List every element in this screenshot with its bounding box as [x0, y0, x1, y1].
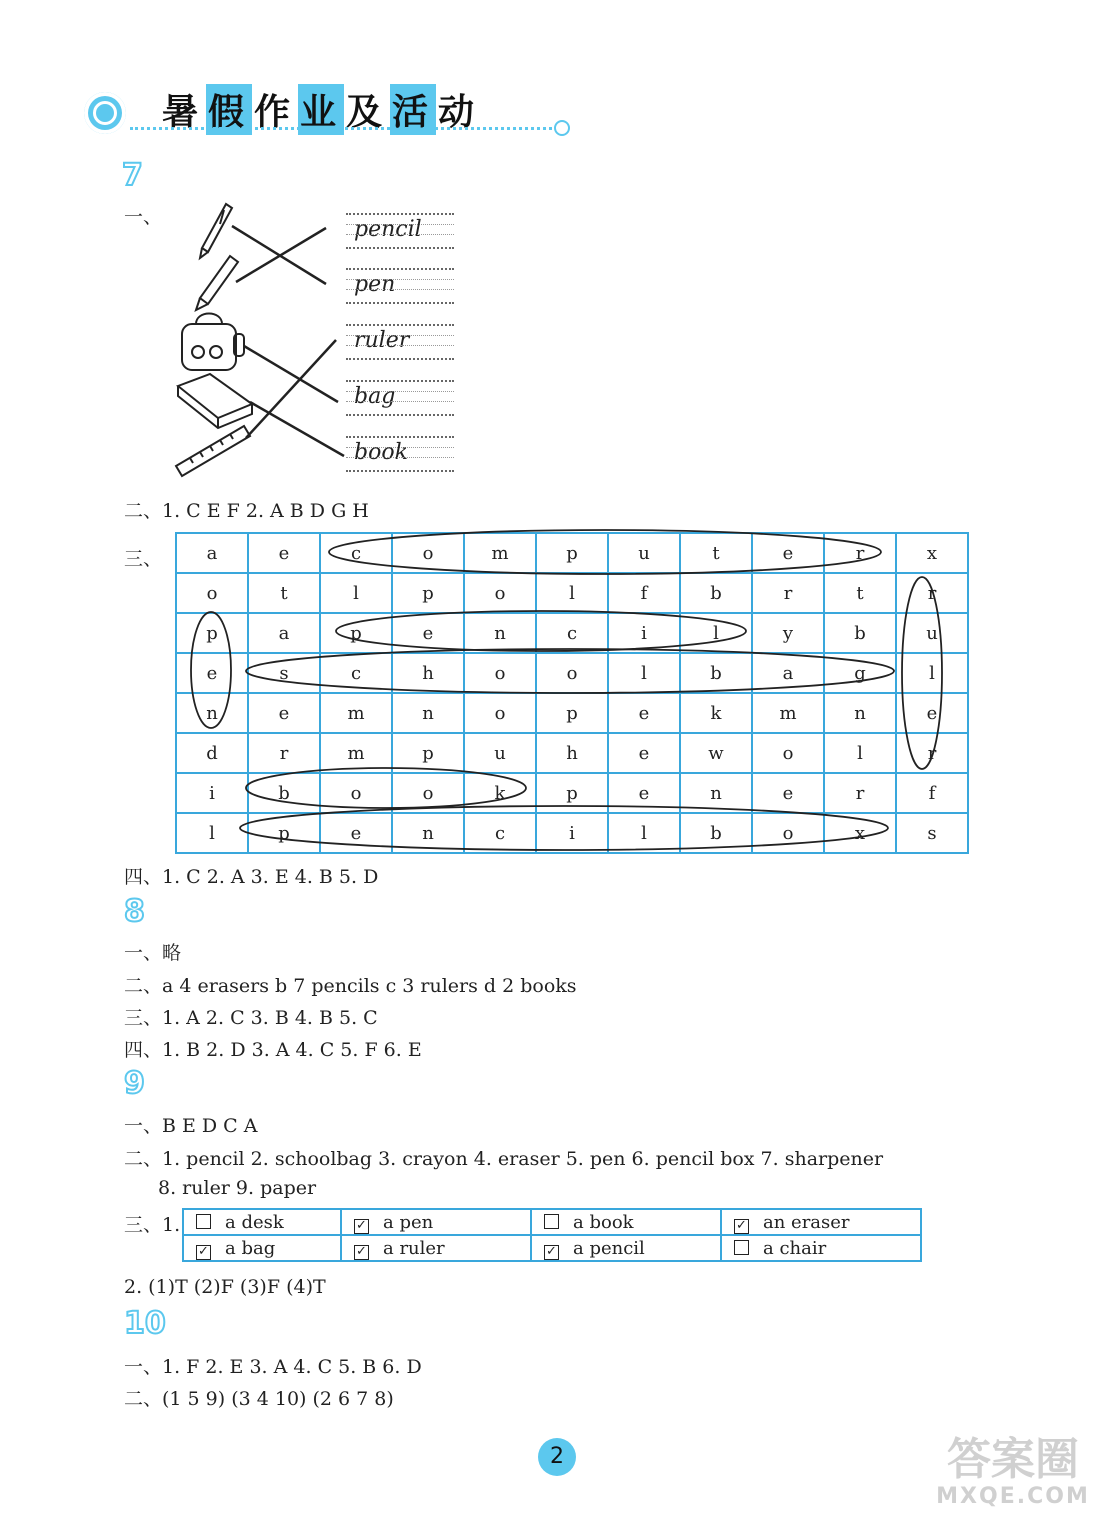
grid-cell: n — [176, 693, 248, 733]
checkbox-label: an eraser — [763, 1211, 850, 1233]
grid-cell: t — [824, 573, 896, 613]
grid-cell: r — [896, 573, 968, 613]
grid-cell: u — [464, 733, 536, 773]
grid-cell: c — [464, 813, 536, 853]
s9-part3-2: 2. (1)T (2)F (3)F (4)T — [124, 1276, 326, 1298]
grid-cell: y — [752, 613, 824, 653]
grid-cell: b — [824, 613, 896, 653]
grid-cell: o — [464, 653, 536, 693]
grid-cell: i — [176, 773, 248, 813]
section-number-9: 9 — [124, 1066, 145, 1101]
grid-cell: l — [320, 573, 392, 613]
grid-cell: o — [176, 573, 248, 613]
grid-cell: e — [392, 613, 464, 653]
watermark — [928, 1436, 1098, 1509]
title-char: 及 — [345, 92, 388, 133]
checkbox-label: a chair — [763, 1237, 827, 1259]
grid-cell: o — [752, 813, 824, 853]
grid-cell: o — [392, 773, 464, 813]
checkbox-cell — [183, 1209, 341, 1235]
grid-cell: o — [752, 733, 824, 773]
grid-cell: e — [608, 693, 680, 733]
grid-cell: r — [752, 573, 824, 613]
circle-schoolbag — [246, 649, 894, 693]
checked-box-icon: ✓ — [734, 1219, 749, 1234]
title-char: 动 — [437, 92, 480, 133]
word-ruler: ruler — [354, 328, 410, 353]
section-number-10: 10 — [124, 1306, 166, 1341]
grid-cell: e — [608, 773, 680, 813]
grid-cell: i — [608, 613, 680, 653]
grid-cell: t — [680, 533, 752, 573]
grid-cell: e — [752, 773, 824, 813]
checked-box-icon: ✓ — [544, 1245, 559, 1260]
title-char: 假 — [206, 84, 252, 135]
grid-cell: i — [536, 813, 608, 853]
section-number-7: 7 — [122, 158, 143, 193]
s10-line: 二、(1 5 9) (3 4 10) (2 6 7 8) — [124, 1388, 394, 1410]
grid-cell: s — [896, 813, 968, 853]
checkbox-label: a ruler — [383, 1237, 445, 1259]
title-char: 作 — [253, 92, 296, 133]
grid-cell: e — [248, 533, 320, 573]
watermark-logo-text: 答案圈 — [947, 1434, 1079, 1485]
page-number: 2 — [538, 1438, 576, 1476]
grid-cell: r — [824, 533, 896, 573]
grid-cell: l — [176, 813, 248, 853]
grid-cell: l — [680, 613, 752, 653]
checkbox-label: a bag — [225, 1237, 276, 1259]
grid-cell: n — [392, 813, 464, 853]
s8-line: 三、1. A 2. C 3. B 4. B 5. C — [124, 1007, 378, 1029]
watermark-url: MXQE.COM — [936, 1484, 1090, 1509]
word-pen: pen — [354, 272, 396, 297]
empty-box-icon — [196, 1214, 211, 1229]
grid-cell: x — [824, 813, 896, 853]
grid-cell: m — [752, 693, 824, 733]
grid-cell: c — [536, 613, 608, 653]
grid-cell: n — [392, 693, 464, 733]
grid-cell: d — [176, 733, 248, 773]
checkbox-cell — [341, 1209, 531, 1235]
checkbox-cell — [183, 1235, 341, 1261]
section-number-8: 8 — [124, 894, 145, 929]
grid-cell: o — [464, 693, 536, 733]
grid-cell: a — [248, 613, 320, 653]
grid-cell: c — [320, 533, 392, 573]
checkbox-cell — [531, 1235, 721, 1261]
word-book: book — [354, 440, 408, 465]
s9-line: 8. ruler 9. paper — [158, 1177, 317, 1199]
grid-cell: n — [824, 693, 896, 733]
circle-ruler-vertical — [902, 577, 942, 769]
grid-cell: l — [608, 653, 680, 693]
grid-cell: l — [896, 653, 968, 693]
grid-cell: e — [896, 693, 968, 733]
grid-cell: r — [248, 733, 320, 773]
grid-cell: p — [176, 613, 248, 653]
grid-cell: u — [896, 613, 968, 653]
s10-line: 一、1. F 2. E 3. A 4. C 5. B 6. D — [124, 1356, 422, 1378]
grid-cell: p — [536, 693, 608, 733]
grid-cell: l — [824, 733, 896, 773]
grid-cell: h — [392, 653, 464, 693]
grid-cell: a — [176, 533, 248, 573]
grid-cell: e — [752, 533, 824, 573]
s8-line: 四、1. B 2. D 3. A 4. C 5. F 6. E — [124, 1039, 422, 1061]
grid-cell: o — [320, 773, 392, 813]
checkbox-row — [183, 1235, 921, 1261]
grid-cell: b — [680, 653, 752, 693]
title-char: 业 — [298, 84, 344, 135]
circle-pencil-row3 — [336, 611, 746, 651]
grid-cell: m — [464, 533, 536, 573]
grid-cell: p — [320, 613, 392, 653]
title-char: 暑 — [161, 92, 204, 133]
grid-cell: m — [320, 693, 392, 733]
grid-cell: k — [464, 773, 536, 813]
grid-cell: w — [680, 733, 752, 773]
grid-cell: m — [320, 733, 392, 773]
grid-cell: b — [248, 773, 320, 813]
checked-box-icon: ✓ — [196, 1245, 211, 1260]
grid-cell: p — [392, 733, 464, 773]
grid-cell: f — [608, 573, 680, 613]
grid-cell: o — [392, 533, 464, 573]
grid-cell: x — [896, 533, 968, 573]
grid-cell: o — [536, 653, 608, 693]
checkbox-cell — [721, 1235, 921, 1261]
grid-cell: e — [176, 653, 248, 693]
word-pencil: pencil — [354, 217, 422, 242]
grid-cell: o — [464, 573, 536, 613]
checkbox-table — [182, 1208, 922, 1262]
grid-cell: l — [536, 573, 608, 613]
grid-cell: e — [320, 813, 392, 853]
grid-cell: b — [680, 813, 752, 853]
word-bag: bag — [354, 384, 396, 409]
grid-cell: r — [896, 733, 968, 773]
checkbox-label: a desk — [225, 1211, 284, 1233]
circle-pen-vertical — [191, 612, 231, 728]
grid-cell: u — [608, 533, 680, 573]
grid-cell: s — [248, 653, 320, 693]
grid-cell: p — [536, 533, 608, 573]
circle-computer — [329, 530, 881, 574]
s7-part1-label: 一、 — [124, 206, 163, 228]
grid-cell: a — [752, 653, 824, 693]
checkbox-cell — [531, 1209, 721, 1235]
checkbox-row — [183, 1209, 921, 1235]
grid-cell: n — [464, 613, 536, 653]
checked-box-icon: ✓ — [354, 1245, 369, 1260]
grid-cell: p — [248, 813, 320, 853]
grid-cell: p — [392, 573, 464, 613]
grid-cell: l — [608, 813, 680, 853]
grid-cell: h — [536, 733, 608, 773]
checked-box-icon: ✓ — [354, 1219, 369, 1234]
checkbox-label: a book — [573, 1211, 634, 1233]
circle-book — [246, 768, 526, 808]
checkbox-label: a pen — [383, 1211, 434, 1233]
grid-cell: c — [320, 653, 392, 693]
checkbox-cell — [341, 1235, 531, 1261]
checkbox-label: a pencil — [573, 1237, 645, 1259]
s7-part3-label: 三、 — [124, 548, 163, 570]
grid-cell: t — [248, 573, 320, 613]
grid-cell: n — [680, 773, 752, 813]
grid-cell: p — [536, 773, 608, 813]
s8-line: 一、略 — [124, 942, 182, 964]
grid-cell: g — [824, 653, 896, 693]
empty-box-icon — [544, 1214, 559, 1229]
checkbox-cell — [721, 1209, 921, 1235]
grid-cell: b — [680, 573, 752, 613]
grid-cell: e — [608, 733, 680, 773]
s9-part3-label: 三、1. — [124, 1214, 181, 1236]
s8-line: 二、a 4 erasers b 7 pencils c 3 rulers d 2 books — [124, 975, 577, 997]
grid-cell: f — [896, 773, 968, 813]
s7-part4: 四、1. C 2. A 3. E 4. B 5. D — [124, 866, 379, 888]
title-char: 活 — [390, 84, 436, 135]
s7-part2: 二、1. C E F 2. A B D G H — [124, 500, 369, 522]
grid-cell: k — [680, 693, 752, 733]
circle-pencilbox — [240, 806, 888, 850]
s9-line: 一、B E D C A — [124, 1115, 258, 1137]
empty-box-icon — [734, 1240, 749, 1255]
s9-line: 二、1. pencil 2. schoolbag 3. crayon 4. eraser 5. pen 6. pencil box 7. sharpener — [124, 1148, 884, 1170]
grid-cell: e — [248, 693, 320, 733]
grid-cell: r — [824, 773, 896, 813]
